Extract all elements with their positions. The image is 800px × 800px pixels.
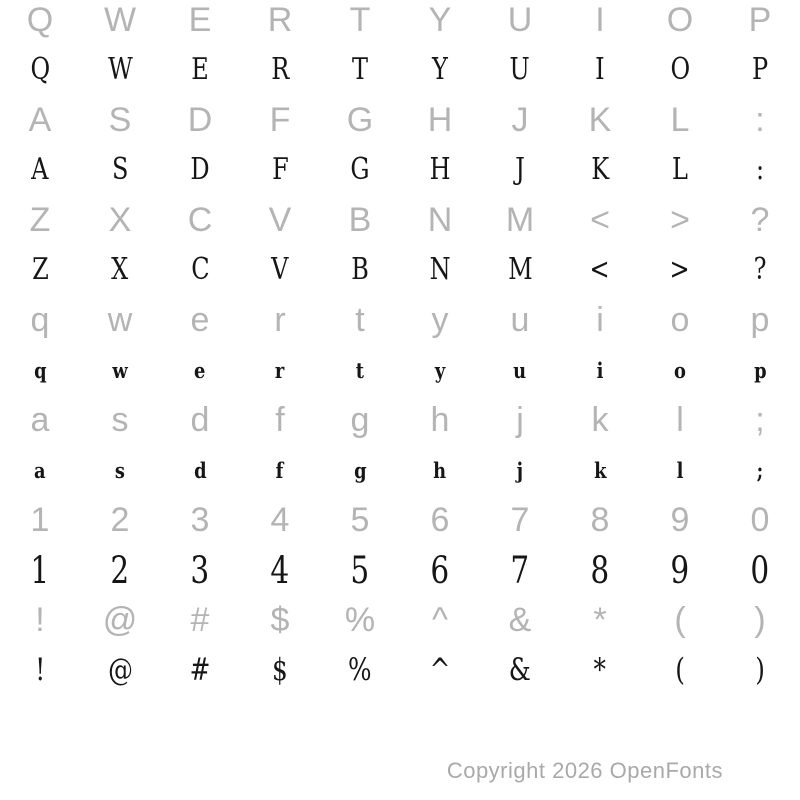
glyph: y [431,301,449,339]
glyph-row-black-5 [0,245,800,295]
glyph: d [190,401,210,439]
glyph-cell [320,245,400,295]
glyph: Z [29,201,51,239]
glyph-cell [0,145,80,195]
glyph-row-gray-10 [0,495,800,545]
glyph: 8 [590,501,610,539]
glyph: r [274,301,286,339]
glyph: s [111,401,129,439]
glyph: g [350,401,370,439]
glyph-cell [240,145,320,195]
glyph-cell [160,195,240,245]
glyph: M [507,252,533,287]
glyph: f [275,401,285,439]
glyph: # [189,651,211,688]
glyph-row-gray-4 [0,195,800,245]
glyph-cell [400,645,480,695]
glyph-cell [0,495,80,545]
glyph-cell [320,295,400,345]
glyph: 7 [510,501,530,539]
glyph-cell [480,545,560,595]
glyph-cell [160,495,240,545]
glyph-cell [80,95,160,145]
glyph: 6 [430,548,450,592]
glyph-cell [240,345,320,395]
glyph-cell [640,95,720,145]
glyph: @ [107,651,133,688]
glyph: @ [102,601,138,639]
glyph: < [590,201,610,239]
glyph-cell [0,545,80,595]
glyph-cell [480,395,560,445]
glyph: H [427,101,453,139]
glyph-cell [400,545,480,595]
glyph-cell [400,195,480,245]
glyph: ( [674,601,686,639]
glyph-cell [480,295,560,345]
glyph-cell [160,645,240,695]
glyph-cell [400,0,480,45]
glyph-cell [400,445,480,495]
glyph: i [596,357,604,383]
glyph: ? [753,252,767,287]
glyph: : [755,101,765,139]
glyph-cell [80,395,160,445]
glyph-cell [80,345,160,395]
glyph: w [107,301,133,339]
glyph: % [344,601,376,639]
glyph-cell [640,0,720,45]
glyph: E [188,1,212,39]
glyph-cell [400,595,480,645]
glyph: Y [432,52,448,87]
glyph-cell [560,0,640,45]
glyph: G [350,152,370,187]
glyph-cell [160,145,240,195]
glyph: U [507,1,533,39]
glyph: 4 [270,501,290,539]
glyph-cell [240,245,320,295]
glyph-cell [400,95,480,145]
glyph: P [748,1,772,39]
glyph-cell [240,45,320,95]
glyph-cell [240,495,320,545]
glyph-cell [240,545,320,595]
glyph-cell [0,0,80,45]
glyph: < [589,252,611,287]
glyph: ) [755,651,765,688]
glyph-row-gray-6 [0,295,800,345]
glyph: M [505,201,535,239]
glyph: 5 [350,501,370,539]
glyph-cell [240,195,320,245]
glyph-cell [640,345,720,395]
glyph-cell [560,545,640,595]
glyph-cell [320,0,400,45]
glyph: F [271,152,289,187]
glyph-cell [480,345,560,395]
glyph: V [271,252,289,287]
glyph-cell [80,195,160,245]
glyph: A [31,152,49,187]
glyph-cell [160,545,240,595]
glyph-cell [560,445,640,495]
glyph: 1 [30,501,50,539]
glyph-cell [320,545,400,595]
glyph-cell [80,495,160,545]
glyph: ! [35,601,45,639]
glyph-cell [160,295,240,345]
glyph: * [593,651,607,688]
glyph: U [509,52,531,87]
glyph-row-gray-0 [0,0,800,45]
glyph: f [276,457,284,483]
glyph-cell [160,595,240,645]
glyph: C [190,252,210,287]
glyph: t [355,357,365,383]
glyph: $ [272,651,288,688]
glyph: S [111,152,129,187]
glyph: Y [428,1,452,39]
glyph: j [516,457,524,483]
glyph-cell [320,445,400,495]
glyph: G [346,101,374,139]
glyph-cell [560,145,640,195]
glyph-row-black-9 [0,445,800,495]
glyph-cell [320,45,400,95]
glyph: $ [270,601,290,639]
glyph-cell [720,295,800,345]
glyph: 2 [110,501,130,539]
glyph: i [596,301,604,339]
glyph: T [349,1,371,39]
glyph-cell [640,245,720,295]
glyph-cell [720,495,800,545]
glyph-cell [0,345,80,395]
glyph: 8 [590,548,610,592]
glyph: S [108,101,132,139]
glyph-cell [320,495,400,545]
glyph: 2 [110,548,130,592]
glyph-cell [720,645,800,695]
glyph: h [430,401,450,439]
glyph-cell [0,245,80,295]
glyph: P [751,52,769,87]
glyph-row-black-11 [0,545,800,595]
glyph: l [676,457,684,483]
glyph: d [193,457,207,483]
glyph-cell [560,495,640,545]
glyph-row-black-7 [0,345,800,395]
glyph-cell [480,595,560,645]
glyph-cell [320,195,400,245]
copyright-text: Copyright 2026 OpenFonts [446,758,723,783]
glyph-cell [0,595,80,645]
glyph-cell [480,145,560,195]
glyph-cell [80,645,160,695]
glyph-cell [240,0,320,45]
glyph: a [30,401,50,439]
glyph: 3 [190,501,210,539]
glyph-cell [0,395,80,445]
glyph-cell [320,645,400,695]
glyph: B [351,252,369,287]
glyph: N [427,201,453,239]
glyph: J [515,152,525,187]
glyph: p [753,357,767,383]
glyph-row-black-1 [0,45,800,95]
glyph-cell [320,595,400,645]
glyph-cell [0,295,80,345]
glyph: F [269,101,291,139]
glyph: B [348,201,372,239]
glyph-cell [160,395,240,445]
glyph-cell [400,495,480,545]
glyph: H [429,152,451,187]
glyph-cell [80,545,160,595]
glyph-cell [80,295,160,345]
glyph: & [508,601,532,639]
glyph: 4 [270,548,290,592]
glyph-cell [400,45,480,95]
glyph: 6 [430,501,450,539]
glyph: L [672,152,688,187]
glyph-cell [160,345,240,395]
glyph: & [508,651,532,688]
glyph: e [194,357,206,383]
glyph: E [191,52,209,87]
glyph: o [674,357,686,383]
glyph-cell [720,245,800,295]
glyph-cell [160,445,240,495]
glyph-cell [400,145,480,195]
glyph: l [676,401,684,439]
glyph-cell [480,495,560,545]
glyph: j [516,401,524,439]
glyph-row-black-3 [0,145,800,195]
glyph: O [670,52,690,87]
glyph: X [108,201,132,239]
glyph-cell [640,45,720,95]
glyph-cell [320,145,400,195]
glyph: k [593,457,607,483]
glyph-cell [640,645,720,695]
glyph-cell [640,595,720,645]
glyph-cell [160,45,240,95]
glyph: ^ [432,601,448,639]
glyph: I [595,52,605,87]
glyph-cell [720,0,800,45]
glyph-cell [480,645,560,695]
glyph: Q [30,52,50,87]
glyph-cell [560,295,640,345]
glyph-cell [80,145,160,195]
glyph: W [103,1,137,39]
glyph: u [510,301,530,339]
glyph: W [107,52,133,87]
glyph-cell [160,0,240,45]
glyph: q [30,301,50,339]
glyph: s [114,457,126,483]
glyph-cell [640,145,720,195]
glyph-cell [640,495,720,545]
glyph-cell [0,445,80,495]
glyph: V [268,201,292,239]
glyph-cell [400,395,480,445]
glyph-cell [480,245,560,295]
glyph-cell [320,95,400,145]
glyph-cell [80,45,160,95]
glyph: 5 [350,548,370,592]
glyph-cell [320,345,400,395]
glyph: ? [750,201,770,239]
glyph: K [591,152,609,187]
glyph: a [34,457,46,483]
glyph: > [669,252,691,287]
glyph-cell [640,195,720,245]
glyph-cell [480,445,560,495]
glyph: e [190,301,210,339]
glyph: 3 [190,548,210,592]
glyph: p [750,301,770,339]
glyph-cell [480,45,560,95]
glyph-cell [480,95,560,145]
glyph: : [755,152,765,187]
glyph-cell [320,395,400,445]
glyph: r [275,357,285,383]
glyph: y [434,357,446,383]
glyph: L [670,101,690,139]
glyph: ) [754,601,766,639]
glyph: T [351,52,368,87]
glyph-cell [720,345,800,395]
glyph: J [511,101,529,139]
glyph-cell [640,545,720,595]
glyph-cell [240,395,320,445]
glyph: * [593,601,607,639]
glyph-cell [640,445,720,495]
glyph-cell [80,245,160,295]
glyph-cell [400,295,480,345]
glyph: O [666,1,694,39]
glyph: # [190,601,210,639]
glyph: ; [756,457,764,483]
glyph: > [670,201,690,239]
glyph: 9 [670,548,690,592]
glyph-cell [240,645,320,695]
glyph-cell [560,595,640,645]
glyph: I [595,1,605,39]
glyph: q [33,357,47,383]
glyph-cell [240,595,320,645]
glyph-cell [720,145,800,195]
glyph-cell [240,95,320,145]
glyph: ^ [429,651,451,688]
glyph: R [270,52,290,87]
glyph: D [190,152,210,187]
glyph-row-gray-12 [0,595,800,645]
glyph-cell [560,395,640,445]
glyph: w [112,357,128,383]
glyph: 0 [750,548,770,592]
glyph-row-gray-2 [0,95,800,145]
glyph: D [187,101,213,139]
glyph-cell [0,645,80,695]
glyph-cell [0,95,80,145]
glyph-row-gray-8 [0,395,800,445]
glyph: N [429,252,451,287]
glyph-cell [560,245,640,295]
glyph: u [513,357,527,383]
glyph: g [353,457,367,483]
glyph-cell [720,595,800,645]
glyph: h [433,457,447,483]
glyph-cell [640,395,720,445]
glyph: ; [755,401,765,439]
glyph-cell [560,45,640,95]
glyph-cell [400,345,480,395]
glyph-cell [0,45,80,95]
glyph: C [187,201,213,239]
glyph-cell [400,245,480,295]
glyph-cell [560,95,640,145]
glyph-cell [80,445,160,495]
glyph-cell [160,245,240,295]
glyph: ( [675,651,685,688]
glyph-cell [560,645,640,695]
glyph-cell [720,195,800,245]
glyph-cell [240,445,320,495]
glyph-cell [240,295,320,345]
glyph: 1 [30,548,50,592]
glyph-cell [560,195,640,245]
glyph-cell [720,445,800,495]
glyph-cell [640,295,720,345]
glyph-row-black-13 [0,645,800,695]
glyph-cell [480,195,560,245]
glyph: X [111,252,129,287]
glyph-cell [160,95,240,145]
glyph-cell [80,0,160,45]
glyph: 0 [750,501,770,539]
glyph-cell [720,395,800,445]
glyph: A [28,101,52,139]
glyph-cell [480,0,560,45]
glyph-cell [720,45,800,95]
glyph-cell [80,595,160,645]
glyph: t [355,301,365,339]
glyph: Z [31,252,49,287]
glyph: o [670,301,690,339]
glyph: % [348,651,372,688]
glyph: 7 [510,548,530,592]
glyph-cell [560,345,640,395]
glyph: K [588,101,612,139]
glyph: R [267,1,293,39]
glyph: Q [26,1,54,39]
glyph-cell [0,195,80,245]
glyph-cell [720,545,800,595]
glyph: k [591,401,609,439]
glyph-cell [720,95,800,145]
glyph: 9 [670,501,690,539]
glyph: ! [35,651,45,688]
